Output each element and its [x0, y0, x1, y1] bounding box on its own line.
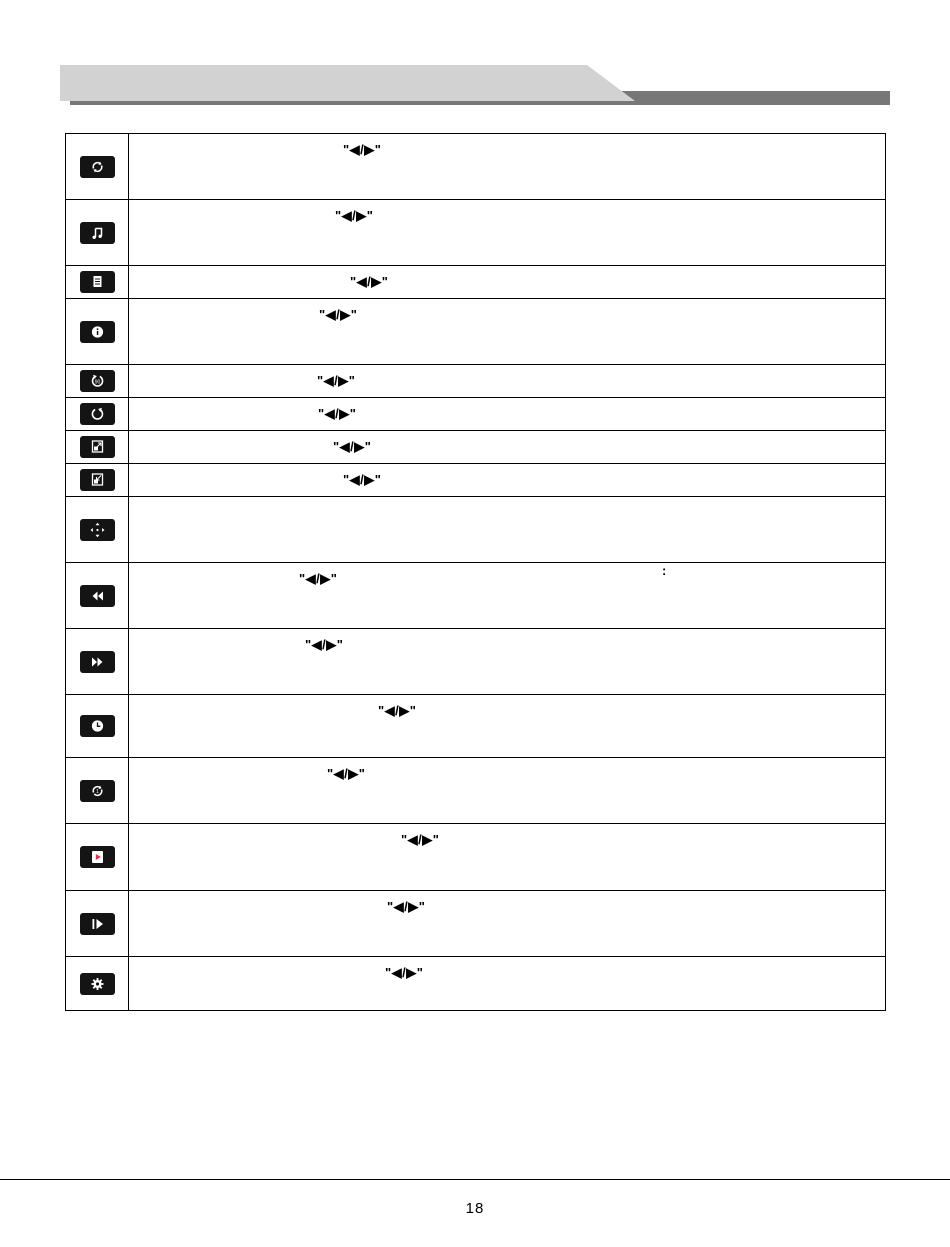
footer-divider [0, 1179, 950, 1180]
table-row [66, 629, 886, 695]
rewind-icon [80, 585, 115, 607]
settings-gear-icon [80, 973, 115, 995]
header-tab [60, 65, 635, 101]
key-hint: "◀/▶" [299, 571, 338, 586]
music-note-icon [80, 222, 115, 244]
table-row [66, 563, 886, 629]
table-row [66, 431, 886, 464]
key-hint: "◀/▶" [335, 208, 374, 223]
function-table [65, 133, 886, 1011]
repeat-icon [80, 156, 115, 178]
key-hint: "◀/▶" [378, 703, 417, 718]
key-hint: "◀/▶" [319, 307, 358, 322]
table-row [66, 695, 886, 758]
table-row [66, 398, 886, 431]
svg-text:1: 1 [95, 788, 99, 795]
play-icon [80, 846, 115, 868]
fast-forward-icon [80, 651, 115, 673]
key-hint: "◀/▶" [350, 274, 389, 289]
key-hint: "◀/▶" [401, 832, 440, 847]
table-row [66, 299, 886, 365]
step-play-icon [80, 913, 115, 935]
key-hint: "◀/▶" [327, 766, 366, 781]
table-row [66, 497, 886, 563]
table-row [66, 824, 886, 891]
table-row [66, 891, 886, 957]
key-hint: "◀/▶" [317, 373, 356, 388]
key-hint: "◀/▶" [318, 406, 357, 421]
cycle-mode-icon [80, 780, 115, 802]
key-hint: "◀/▶" [387, 899, 426, 914]
table-row [66, 134, 886, 200]
table-row [66, 365, 886, 398]
table-row [66, 464, 886, 497]
key-hint: "◀/▶" [343, 142, 382, 157]
table-row [66, 200, 886, 266]
key-hint: "◀/▶" [385, 965, 424, 980]
key-hint: "◀/▶" [305, 637, 344, 652]
rotate-counterclockwise-icon [80, 370, 115, 392]
key-hint: "◀/▶" [343, 472, 382, 487]
clock-icon [80, 715, 115, 737]
document-list-icon [80, 271, 115, 293]
zoom-out-icon [80, 469, 115, 491]
move-arrows-icon [80, 519, 115, 541]
svg-text:90: 90 [94, 379, 100, 386]
table-row [66, 266, 886, 299]
zoom-in-icon [80, 436, 115, 458]
page-number: 18 [465, 1200, 485, 1217]
key-hint: "◀/▶" [333, 439, 372, 454]
rotate-clockwise-icon [80, 403, 115, 425]
info-icon [80, 321, 115, 343]
table-row [66, 957, 886, 1011]
section-header-band [0, 0, 950, 110]
note-colon: : [662, 563, 667, 578]
table-row [66, 758, 886, 824]
